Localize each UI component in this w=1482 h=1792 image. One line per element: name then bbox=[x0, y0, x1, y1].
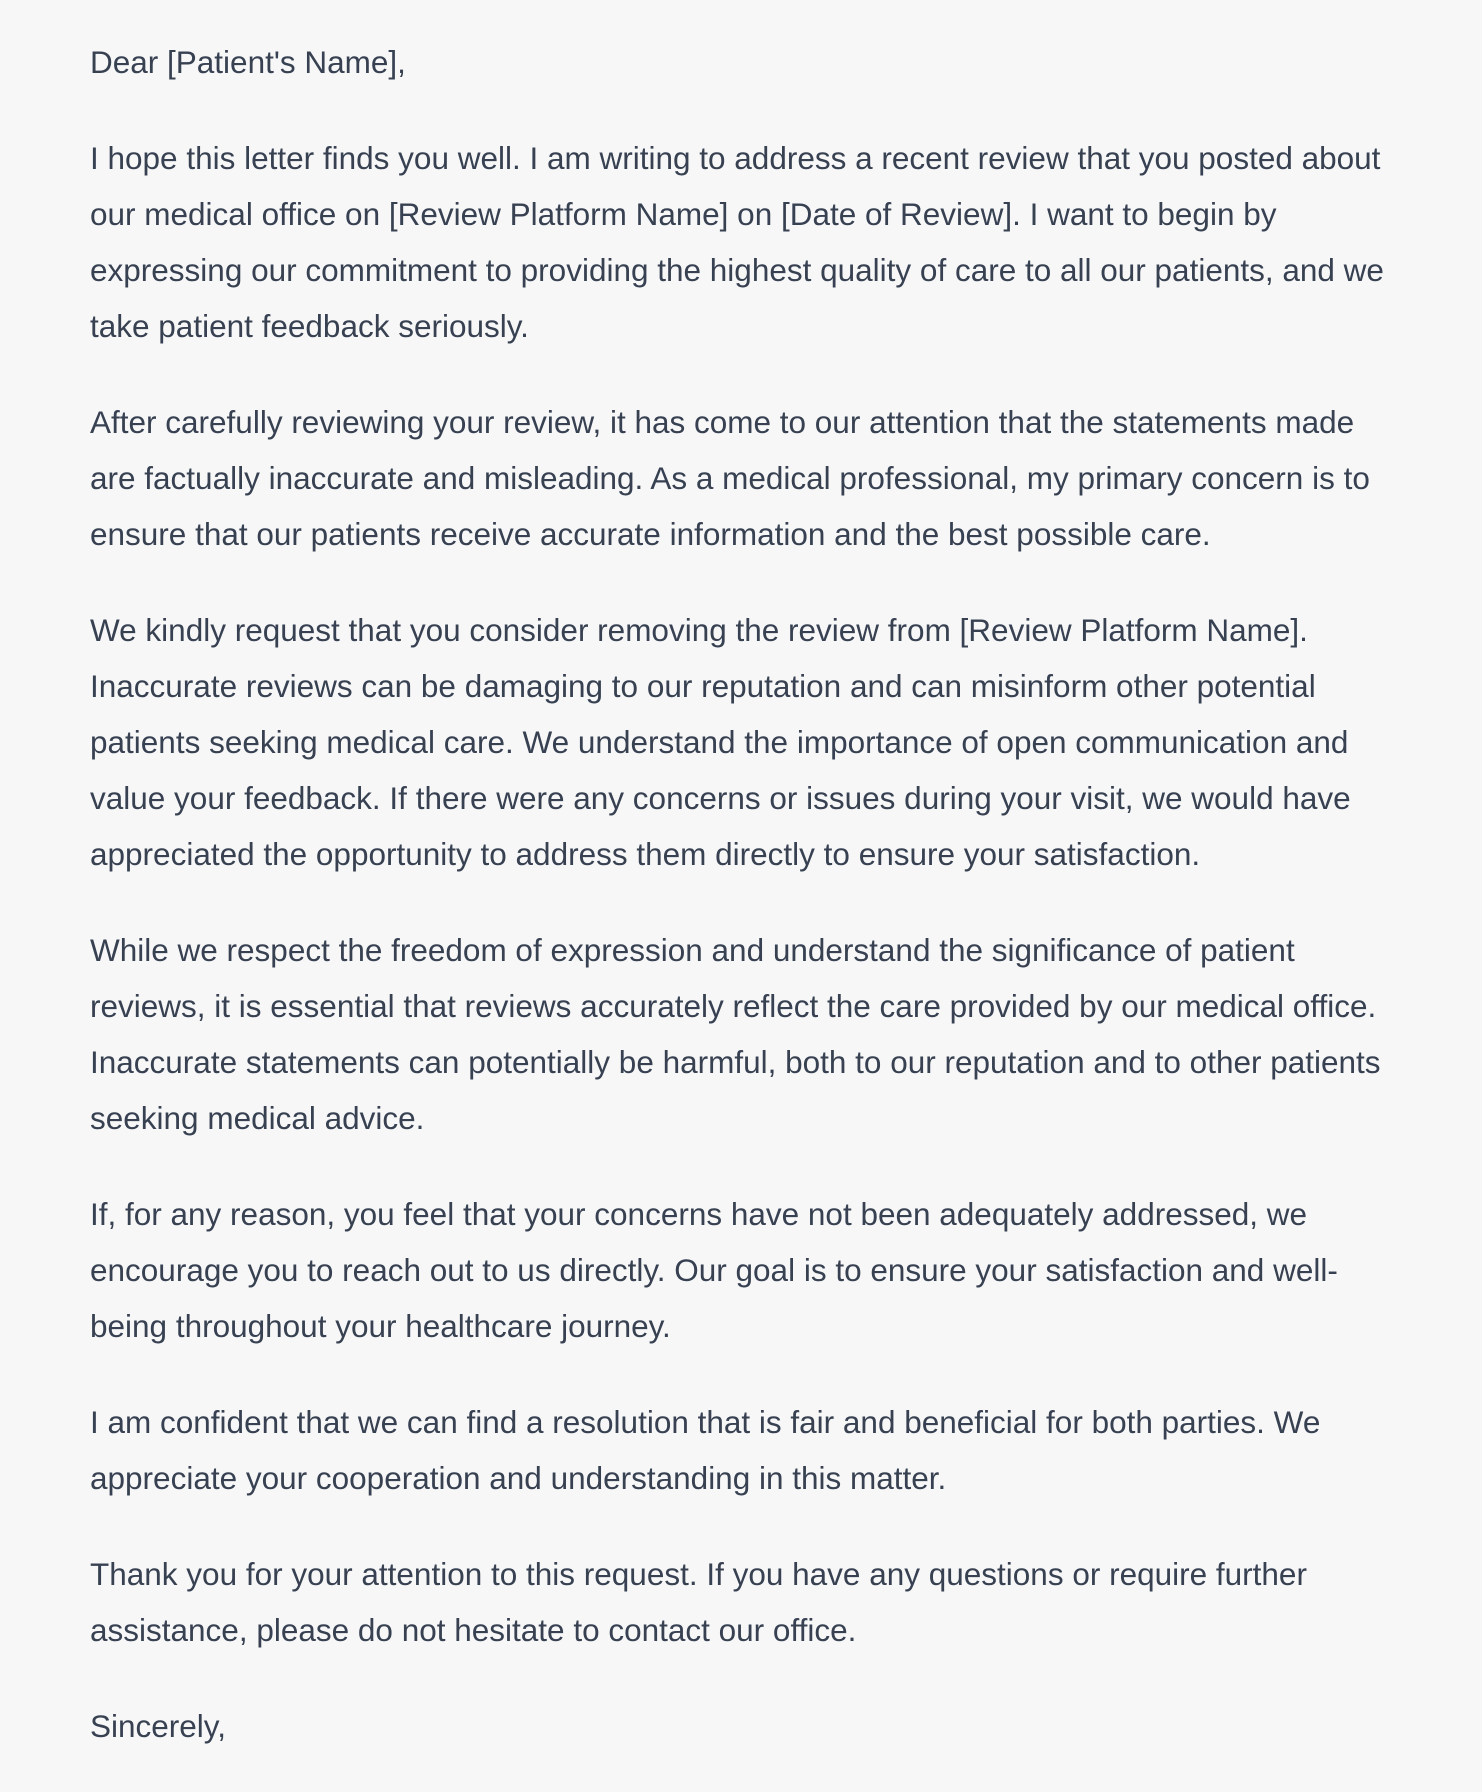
letter-closing: Sincerely, bbox=[90, 1708, 226, 1744]
letter-paragraph-expression: While we respect the freedom of expression and understand the significance of patient reviews, it is essential that reviews accurately reflect the care provided by our medical office. Inaccurate statements can potentially be harmful, both to our reputation and to other patients seeking medical advice. bbox=[90, 932, 1381, 1136]
letter-paragraph-intro: I hope this letter finds you well. I am writing to address a recent review that you posted about our medical office on [Review Platform Name] on [Date of Review]. I want to begin by expressing our commitment to providing the highest quality of care to all our patients, and we take patient feedback seriously. bbox=[90, 140, 1384, 344]
letter-greeting: Dear [Patient's Name], bbox=[90, 44, 406, 80]
letter-paragraph-concerns: If, for any reason, you feel that your concerns have not been adequately addressed, we encourage you to reach out to us directly. Our goal is to ensure your satisfaction and well-being throughout your healthcare journey. bbox=[90, 1196, 1338, 1344]
letter-paragraph-request: We kindly request that you consider removing the review from [Review Platform Name]. Inaccurate reviews can be damaging to our reputation and can misinform other potential patients seeking medical care. We understand the importance of open communication and value your feedback. If there were any concerns or issues during your visit, we would have appreciated the opportunity to address them directly to ensure your satisfaction. bbox=[90, 612, 1351, 872]
letter-paragraph-resolution: I am confident that we can find a resolution that is fair and beneficial for both parties. We appreciate your cooperation and understanding in this matter. bbox=[90, 1404, 1321, 1496]
letter-paragraph-thanks: Thank you for your attention to this request. If you have any questions or require further assistance, please do not hesitate to contact our office. bbox=[90, 1556, 1307, 1648]
letter-paragraph-inaccuracy: After carefully reviewing your review, it has come to our attention that the statements made are factually inaccurate and misleading. As a medical professional, my primary concern is to ensure that our patients receive accurate information and the best possible care. bbox=[90, 404, 1370, 552]
letter-body bbox=[90, 34, 1402, 1754]
